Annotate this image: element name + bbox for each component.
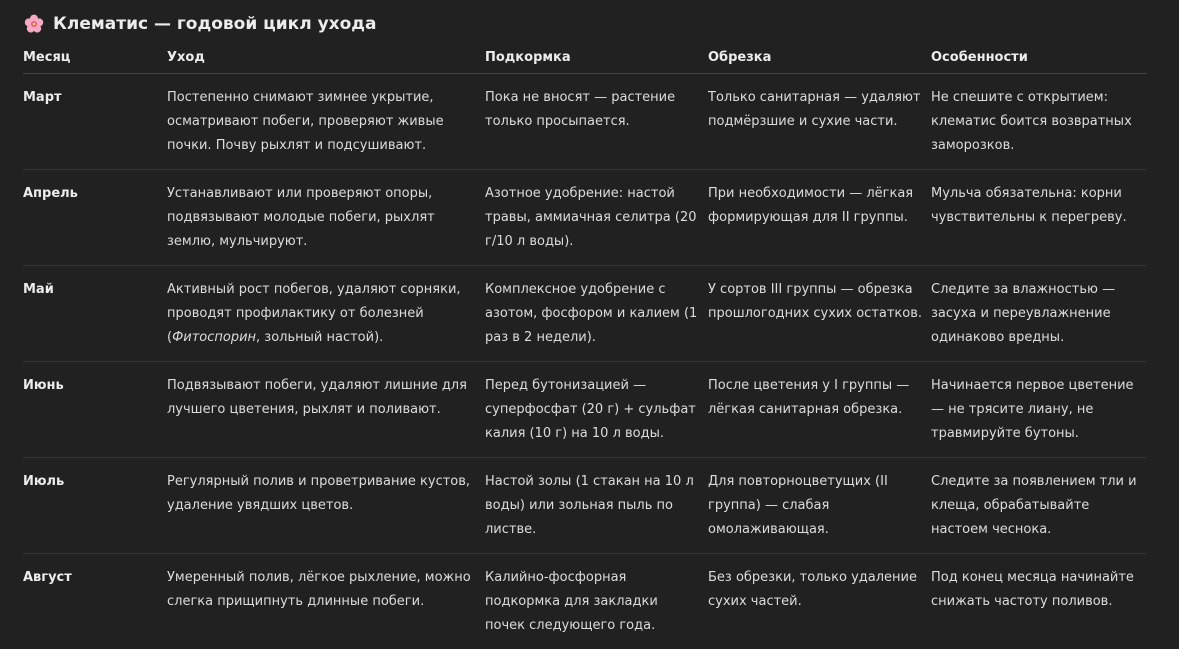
notes-cell: Не спешите с открытием: клематис боится возвратных заморозков. xyxy=(931,74,1147,170)
table-row xyxy=(23,74,1147,170)
pruning-cell: После цветения у I группы — лёгкая санитарная обрезка. xyxy=(708,362,931,458)
notes-cell: Под конец месяца начинайте снижать частоту поливов. xyxy=(931,554,1147,649)
feeding-cell: Калийно-фосфорная подкормка для закладки почек следующего года. xyxy=(485,554,708,649)
column-header-notes: Особенности xyxy=(931,42,1147,74)
feeding-cell: Азотное удобрение: настой травы, аммиачная селитра (20 г/10 л воды). xyxy=(485,170,708,266)
feeding-cell: Пока не вносят — растение только просыпается. xyxy=(485,74,708,170)
month-cell: Июль xyxy=(23,458,167,554)
month-cell: Июнь xyxy=(23,362,167,458)
column-header-month: Месяц xyxy=(23,42,167,74)
month-cell: Апрель xyxy=(23,170,167,266)
care-cell: Умеренный полив, лёгкое рыхление, можно слегка прищипнуть длинные побеги. xyxy=(167,554,485,649)
month-cell: Август xyxy=(23,554,167,649)
notes-cell: Следите за появлением тли и клеща, обрабатывайте настоем чеснока. xyxy=(931,458,1147,554)
table-row xyxy=(23,362,1147,458)
feeding-cell: Настой золы (1 стакан на 10 л воды) или зольная пыль по листве. xyxy=(485,458,708,554)
notes-cell: Начинается первое цветение — не трясите лиану, не травмируйте бутоны. xyxy=(931,362,1147,458)
column-header-feeding: Подкормка xyxy=(485,42,708,74)
column-header-pruning: Обрезка xyxy=(708,42,931,74)
table-header-row xyxy=(23,42,1147,74)
cherry-blossom-icon xyxy=(24,14,44,34)
care-cell: Устанавливают или проверяют опоры, подвязывают молодые побеги, рыхлят землю, мульчируют. xyxy=(167,170,485,266)
care-text: , зольный настой). xyxy=(256,330,383,345)
table-row xyxy=(23,554,1147,649)
table-row xyxy=(23,458,1147,554)
feeding-cell: Перед бутонизацией — суперфосфат (20 г) + сульфат калия (10 г) на 10 л воды. xyxy=(485,362,708,458)
care-cell: Постепенно снимают зимнее укрытие, осматривают побеги, проверяют живые почки. Почву рыхлят и подсушивают. xyxy=(167,74,485,170)
page-header xyxy=(24,12,377,36)
care-table xyxy=(23,42,1147,649)
table-row xyxy=(23,170,1147,266)
pruning-cell: У сортов III группы — обрезка прошлогодних сухих остатков. xyxy=(708,266,931,362)
month-cell: Март xyxy=(23,74,167,170)
month-cell: Май xyxy=(23,266,167,362)
column-header-care: Уход xyxy=(167,42,485,74)
care-cell: Регулярный полив и проветривание кустов, удаление увядших цветов. xyxy=(167,458,485,554)
pruning-cell: При необходимости — лёгкая формирующая для II группы. xyxy=(708,170,931,266)
notes-cell: Мульча обязательна: корни чувствительны к перегреву. xyxy=(931,170,1147,266)
pruning-cell: Только санитарная — удаляют подмёрзшие и сухие части. xyxy=(708,74,931,170)
feeding-cell: Комплексное удобрение с азотом, фосфором и калием (1 раз в 2 недели). xyxy=(485,266,708,362)
product-name: Фитоспорин xyxy=(172,330,256,345)
notes-cell: Следите за влажностью — засуха и переувлажнение одинаково вредны. xyxy=(931,266,1147,362)
pruning-cell: Для повторноцветущих (II группа) — слабая омолаживающая. xyxy=(708,458,931,554)
table-row xyxy=(23,266,1147,362)
page-title: Клематис — годовой цикл ухода xyxy=(53,14,377,34)
care-text: Активный рост побегов, удаляют сорняки, проводят профилактику от болезней ( xyxy=(167,282,461,345)
care-cell: Подвязывают побеги, удаляют лишние для лучшего цветения, рыхлят и поливают. xyxy=(167,362,485,458)
care-cell xyxy=(167,266,485,362)
pruning-cell: Без обрезки, только удаление сухих частей. xyxy=(708,554,931,649)
